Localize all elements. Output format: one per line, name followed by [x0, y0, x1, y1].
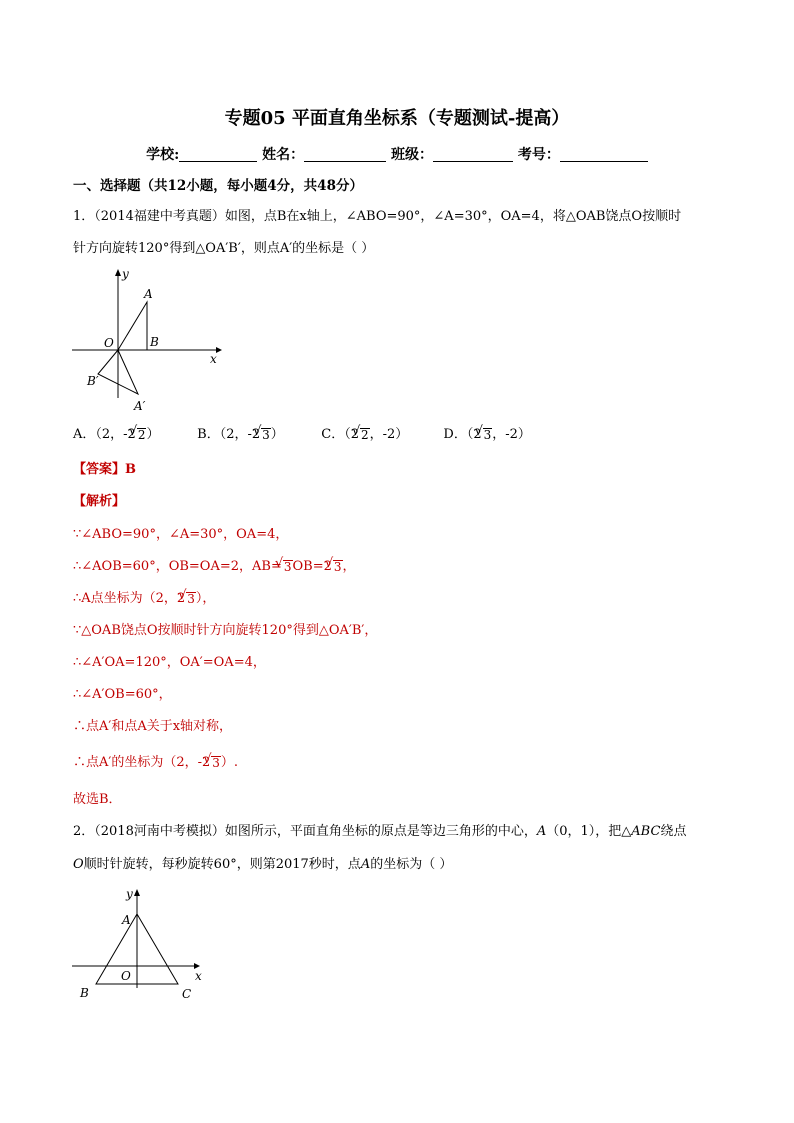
q1-origin-label: O [104, 336, 114, 350]
q1-step-3: ∴A点坐标为（2，2√ 3）， [73, 590, 215, 608]
q2-y-axis-label: y [126, 887, 133, 901]
exam-number-blank[interactable] [560, 147, 648, 162]
q1-option-a[interactable]: A．（2，-2√ 2） [73, 426, 193, 444]
q1-step-2: ∴∠AOB=60°，OB=OA=2，AB=√ 3OB=2√ 3， [73, 558, 356, 576]
page-title: 专题05 平面直角坐标系（专题测试-提高） [224, 108, 570, 129]
q1-analysis-heading: 【解析】 [73, 494, 126, 509]
q1-point-a-label: A [144, 287, 153, 301]
q1-figure [70, 264, 230, 416]
class-blank[interactable] [433, 147, 513, 162]
q1-option-d[interactable]: D．（2√ 3，-2） [443, 426, 531, 444]
q1-step-5: ∴∠A′OA=120°，OA′=OA=4， [73, 655, 266, 670]
q1-step-7: ∴点A′和点A关于x轴对称， [73, 719, 233, 734]
q2-point-c-label: C [182, 987, 192, 1001]
name-blank[interactable] [304, 147, 386, 162]
q1-answer: 【答案】B [73, 462, 136, 477]
q1-options [73, 426, 531, 444]
q2-stem-line2: O顺时针旋转，每秒旋转60°，则第2017秒时，点A的坐标为（ ） [73, 857, 453, 872]
q1-point-bprime-label: B′ [87, 374, 99, 388]
q1-point-aprime-label: A′ [134, 399, 146, 413]
q2-origin-label: O [121, 969, 131, 983]
q1-step-4: ∵△OAB饶点O按顺时针方向旋转120°得到△OA′B′， [73, 623, 378, 638]
name-label: 姓名： [262, 147, 305, 163]
q1-conclusion: 故选B． [73, 792, 122, 807]
q2-point-a-label: A [122, 913, 131, 927]
q1-step-6: ∴∠A′OB=60°， [73, 687, 172, 702]
q1-y-axis-label: y [122, 267, 129, 281]
q1-stem-line1: 1．（2014福建中考真题）如图，点B在x轴上，∠ABO=90°，∠A=30°，OA=4，将△OAB饶点O按顺时 [73, 209, 682, 224]
q1-option-b[interactable]: B．（2，-2√ 3） [197, 426, 317, 444]
school-label: 学校: [146, 147, 180, 163]
q2-x-axis-label: x [195, 969, 202, 983]
q1-step-8: ∴点A′的坐标为（2，-2√ 3）. [73, 754, 238, 772]
q2-point-b-label: B [80, 986, 89, 1000]
q2-figure [70, 884, 210, 1004]
q1-x-axis-label: x [210, 352, 217, 366]
q2-stem-line1: 2．（2018河南中考模拟）如图所示，平面直角坐标的原点是等边三角形的中心，A（0，1），把△ABC绕点 [73, 824, 687, 839]
exam-number-label: 考号： [517, 147, 560, 163]
class-label: 班级： [391, 147, 434, 163]
q1-step-1: ∵∠ABO=90°，∠A=30°，OA=4， [73, 527, 289, 542]
school-blank[interactable] [179, 147, 257, 162]
q1-point-b-label: B [150, 335, 159, 349]
q1-stem-line2: 针方向旋转120°得到△OA′B′，则点A′的坐标是（ ） [73, 241, 375, 256]
student-info-line [0, 144, 794, 164]
q1-option-c[interactable]: C．（2√ 2，-2） [321, 426, 439, 444]
section-heading: 一、选择题（共12小题，每小题4分，共48分） [73, 178, 363, 194]
